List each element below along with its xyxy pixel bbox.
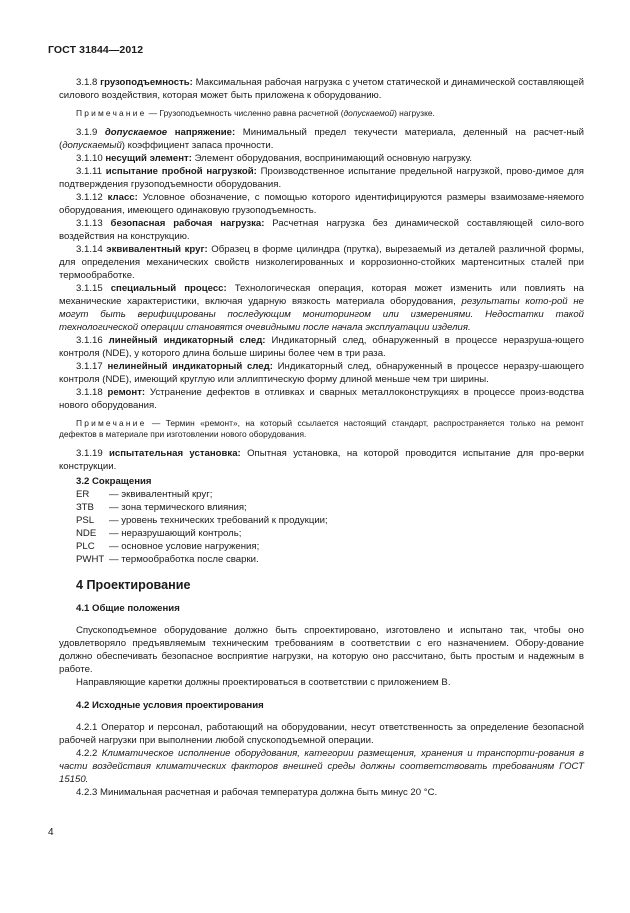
clause-3-1-9: 3.1.9 допускаемое напряжение: Минимальный предел текучести материала, деленный на расчет-ный (допускаемый) коэффициент запаса прочности. [59, 126, 584, 151]
abbreviation-item: PSL — уровень технических требований к продукции; [76, 514, 328, 526]
clause-4-2-3: 4.2.3 Минимальная расчетная и рабочая температура должна быть минус 20 °C. [76, 786, 438, 798]
clause-3-1-13: 3.1.13 безопасная рабочая нагрузка: Расчетная нагрузка без динамической составляющей сило-вого воздействия на конструкцию. [59, 217, 584, 242]
clause-3-1-12: 3.1.12 класс: Условное обозначение, с помощью которого идентифицируются размеры взаимозаме-няемого оборудования, имеющего одинаковую грузоподъемность. [59, 191, 584, 216]
clause-3-1-8: 3.1.8 грузоподъемность: Максимальная рабочая нагрузка с учетом статической и динамической составляющей силового воздействия, которая может быть приложена к оборудованию. [59, 77, 584, 101]
clause-3-1-15: 3.1.15 специальный процесс: Технологическая операция, которая может изменить или повлиять на механические характеристики, включая ударную вязкость материала оборудования, результаты кото-рой не могут быть верифицированы последующим мониторингом или измерениями. Недостатки такой технологической операции становятся очевидными после начала эксплуатации изделия. [59, 282, 584, 333]
page-number: 4 [48, 827, 54, 838]
abbreviation-item: ЗТВ — зона термического влияния; [76, 501, 247, 513]
abbreviations-list [59, 488, 584, 566]
abbreviations-heading: 3.2 Сокращения [76, 475, 152, 487]
clause-4-2-2: 4.2.2 Климатическое исполнение оборудования, категории размещения, хранения и транспорти-рования в части воздействия климатических факторов внешней среды должны соответствовать требованиям ГОСТ 15150. [59, 747, 584, 785]
clause-4-2-1: 4.2.1 Оператор и персонал, работающий на оборудовании, несут ответственность за определение безопасной рабочей нагрузки при выполнении любой спускоподъемной операции. [59, 721, 584, 746]
section-4-2-heading: 4.2 Исходные условия проектирования [76, 699, 264, 711]
paragraph-4-1-a: Спускоподъемное оборудование должно быть спроектировано, изготовлено и испытано так, чтобы оно удовлетворяло предъявляемым техническим требованиям в соответствии с его назначением. Обору-дование должно обеспечивать безопасное восприятие нагрузки, на которую оно рассчитано, быть простым и надежным в работе. [59, 624, 584, 675]
clause-3-1-19: 3.1.19 испытательная установка: Опытная установка, на которой проводится испытание для про-верки конструкции. [59, 447, 585, 472]
note-2: Примечание — Термин «ремонт», на который ссылается настоящий стандарт, распространяется только на ремонт дефектов в материале при изготовлении нового оборудования. [59, 417, 584, 439]
note-1: Примечание — Грузоподъемность численно равна расчетной (допускаемой) нагрузке. [76, 108, 435, 118]
clause-3-1-14: 3.1.14 эквивалентный круг: Образец в форме цилиндра (прутка), вырезаемый из деталей различной формы, для определения механических свойств низколегированных и коррозионно-стойких мартенситных сталей при термообработке. [59, 243, 584, 281]
clause-3-1-17: 3.1.17 нелинейный индикаторный след: Индикаторный след, обнаруженный в процессе неразру-шающего контроля (NDE), имеющий круглую или эллиптическую форму длиной меньше чем три ширины. [59, 360, 584, 385]
clause-3-1-10: 3.1.10 несущий элемент: Элемент оборудования, воспринимающий основную нагрузку. [76, 152, 472, 164]
paragraph-4-1-b: Направляющие каретки должны проектироваться в соответствии с приложением В. [76, 676, 451, 688]
clause-3-1-16: 3.1.16 линейный индикаторный след: Индикаторный след, обнаруженный в процессе неразруша-ющего контроля (NDE), у которого длина больше ширины более чем в три раза. [59, 334, 585, 359]
abbreviation-item: PWHT — термообработка после сварки. [76, 553, 259, 565]
section-4-1-heading: 4.1 Общие положения [76, 602, 180, 614]
abbreviation-item: NDE — неразрушающий контроль; [76, 527, 242, 539]
page-header-title: ГОСТ 31844—2012 [48, 44, 144, 56]
abbreviation-item: ER — эквивалентный круг; [76, 488, 213, 500]
page-content [59, 76, 584, 799]
abbreviation-item: PLC — основное условие нагружения; [76, 540, 260, 552]
section-4-heading: 4 Проектирование [76, 577, 191, 592]
clause-3-1-18: 3.1.18 ремонт: Устранение дефектов в отливках и сварных металлоконструкциях в процессе произ-водства нового оборудования. [59, 386, 584, 411]
clause-3-1-11: 3.1.11 испытание пробной нагрузкой: Производственное испытание предельной нагрузкой, прово-димое для подтверждения грузоподъемности оборудования. [59, 165, 584, 190]
